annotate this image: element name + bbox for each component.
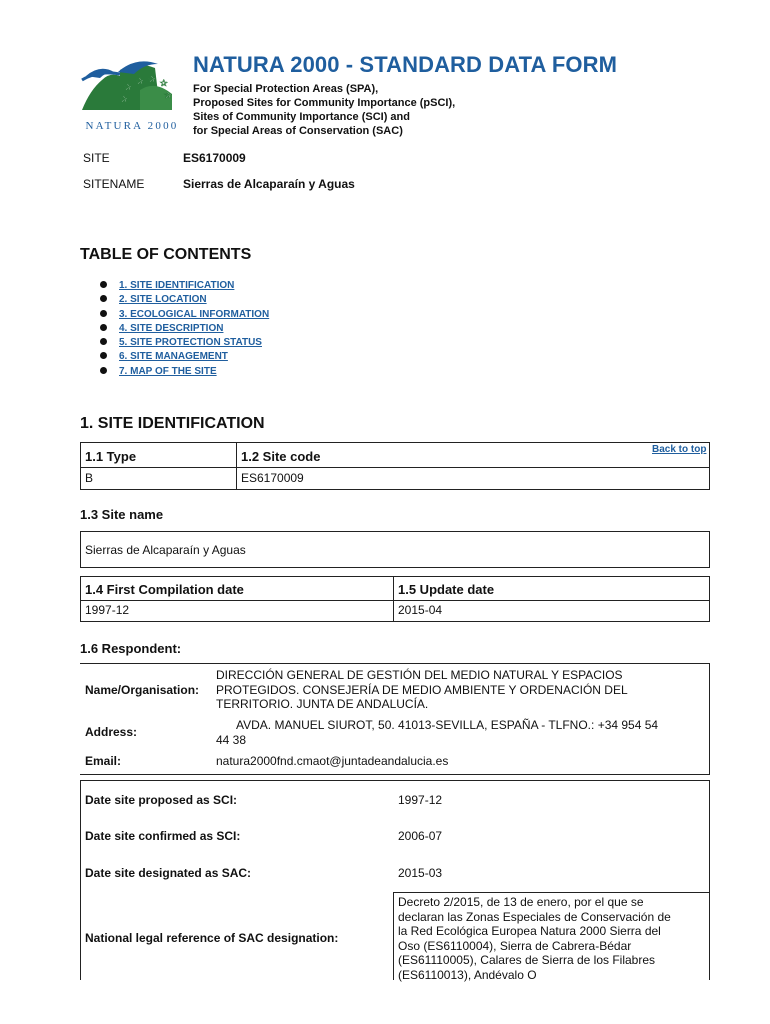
site-value: ES6170009 <box>183 151 246 165</box>
legal-line: (ES61110005), Calares de Sierra de los Filabres <box>398 953 656 967</box>
toc-link-site-location[interactable]: 2. SITE LOCATION <box>119 294 207 306</box>
subtitle-line: for Special Areas of Conservation (SAC) <box>193 125 403 137</box>
toc-item <box>100 322 269 336</box>
toc-link-map-of-the-site[interactable]: 7. MAP OF THE SITE <box>119 365 217 377</box>
address-label: Address: <box>85 725 138 739</box>
toc-item <box>100 365 269 379</box>
toc-item <box>100 350 269 364</box>
toc-item <box>100 279 269 293</box>
divider <box>80 600 710 601</box>
update-date-label: 1.5 Update date <box>398 582 495 597</box>
date-confirmed-sci-label: Date site confirmed as SCI: <box>85 829 241 843</box>
natura-logo-graphic <box>80 50 184 134</box>
divider <box>80 774 710 775</box>
sitename-label: SITENAME <box>83 177 145 191</box>
page-title: NATURA 2000 - STANDARD DATA FORM <box>193 52 618 77</box>
subtitle-line: For Special Protection Areas (SPA), <box>193 83 379 95</box>
svg-text:✰: ✰ <box>148 74 156 84</box>
section1-heading: 1. SITE IDENTIFICATION <box>80 415 265 432</box>
toc-link-ecological-information[interactable]: 3. ECOLOGICAL INFORMATION <box>119 308 270 320</box>
address-value <box>216 718 658 747</box>
divider <box>393 892 394 980</box>
page-subtitle <box>193 82 455 138</box>
site-name-label: 1.3 Site name <box>80 507 164 522</box>
organisation-line: TERRITORIO. JUNTA DE ANDALUCÍA. <box>216 697 429 711</box>
site-code-label: 1.2 Site code <box>241 449 321 464</box>
legal-line: (ES6110013), Andévalo O <box>398 967 537 982</box>
legal-line: Decreto 2/2015, de 13 de enero, por el que se <box>398 895 644 909</box>
type-value: B <box>85 471 94 485</box>
divider <box>80 780 710 781</box>
bullet <box>100 310 107 317</box>
bullet <box>100 352 107 359</box>
address-line: 44 38 <box>216 732 247 747</box>
svg-text:✰: ✰ <box>160 78 168 88</box>
divider <box>236 442 237 490</box>
toc-item <box>100 308 269 322</box>
svg-text:✰: ✰ <box>164 90 172 100</box>
legal-line: la Red Ecológica Europea Natura 2000 Sierra del <box>398 924 661 938</box>
logo-text: NATURA 2000 <box>85 120 179 132</box>
organisation-value <box>216 668 628 712</box>
natura2000-logo <box>80 50 184 134</box>
respondent-label: 1.6 Respondent: <box>80 641 182 656</box>
toc-heading: TABLE OF CONTENTS <box>80 246 252 263</box>
bullet <box>100 295 107 302</box>
back-to-top-link[interactable]: Back to top <box>652 444 707 455</box>
toc-link-site-management[interactable]: 6. SITE MANAGEMENT <box>119 351 228 363</box>
update-date-value: 2015-04 <box>398 603 443 617</box>
date-designated-sac-value: 2015-03 <box>398 866 443 880</box>
svg-text:✰: ✰ <box>136 76 144 86</box>
toc-list <box>100 279 269 379</box>
email-label: Email: <box>85 754 122 768</box>
divider <box>709 780 710 980</box>
date-confirmed-sci-value: 2006-07 <box>398 829 443 843</box>
site-label: SITE <box>83 151 110 165</box>
divider <box>393 576 394 622</box>
site-code-value: ES6170009 <box>241 471 304 485</box>
toc-link-site-protection-status[interactable]: 5. SITE PROTECTION STATUS <box>119 337 262 349</box>
divider <box>80 663 710 664</box>
site-name-value: Sierras de Alcaparaín y Aguas <box>85 543 246 557</box>
divider <box>709 663 710 774</box>
bullet <box>100 281 107 288</box>
svg-text:✰: ✰ <box>120 94 128 104</box>
date-designated-sac-label: Date site designated as SAC: <box>85 866 252 880</box>
date-proposed-sci-label: Date site proposed as SCI: <box>85 793 238 807</box>
divider <box>80 780 81 980</box>
bullet <box>100 367 107 374</box>
subtitle-line: Proposed Sites for Community Importance (pSCI), <box>193 97 456 109</box>
toc-item <box>100 293 269 307</box>
email-value: natura2000fnd.cmaot@juntadeandalucia.es <box>216 754 449 768</box>
address-line: AVDA. MANUEL SIUROT, 50. 41013-SEVILLA, ESPAÑA - TLFNO.: +34 954 54 <box>236 718 659 732</box>
first-compilation-label: 1.4 First Compilation date <box>85 582 244 597</box>
first-compilation-value: 1997-12 <box>85 603 130 617</box>
bullet <box>100 338 107 345</box>
legal-line: declaran las Zonas Especiales de Conservación de <box>398 909 671 924</box>
type-label: 1.1 Type <box>85 449 137 464</box>
divider <box>80 467 710 468</box>
date-proposed-sci-value: 1997-12 <box>398 793 443 807</box>
organisation-label: Name/Organisation: <box>85 683 200 697</box>
toc-item <box>100 336 269 350</box>
legal-line: Oso (ES6110004), Sierra de Cabrera-Bédar <box>398 938 632 953</box>
organisation-line: DIRECCIÓN GENERAL DE GESTIÓN DEL MEDIO NATURAL Y ESPACIOS <box>216 668 623 682</box>
toc-link-site-description[interactable]: 4. SITE DESCRIPTION <box>119 322 224 334</box>
svg-text:✰: ✰ <box>124 82 132 92</box>
legal-reference-value <box>398 895 671 982</box>
bullet <box>100 324 107 331</box>
divider <box>393 892 709 893</box>
type-code-table <box>80 442 710 490</box>
sitename-value: Sierras de Alcaparaín y Aguas <box>183 177 355 191</box>
legal-reference-label: National legal reference of SAC designation: <box>85 931 339 945</box>
subtitle-line: Sites of Community Importance (SCI) and <box>193 111 410 123</box>
toc-link-site-identification[interactable]: 1. SITE IDENTIFICATION <box>119 280 235 291</box>
organisation-line: PROTEGIDOS. CONSEJERÍA DE MEDIO AMBIENTE Y ORDENACIÓN DEL <box>216 682 628 697</box>
